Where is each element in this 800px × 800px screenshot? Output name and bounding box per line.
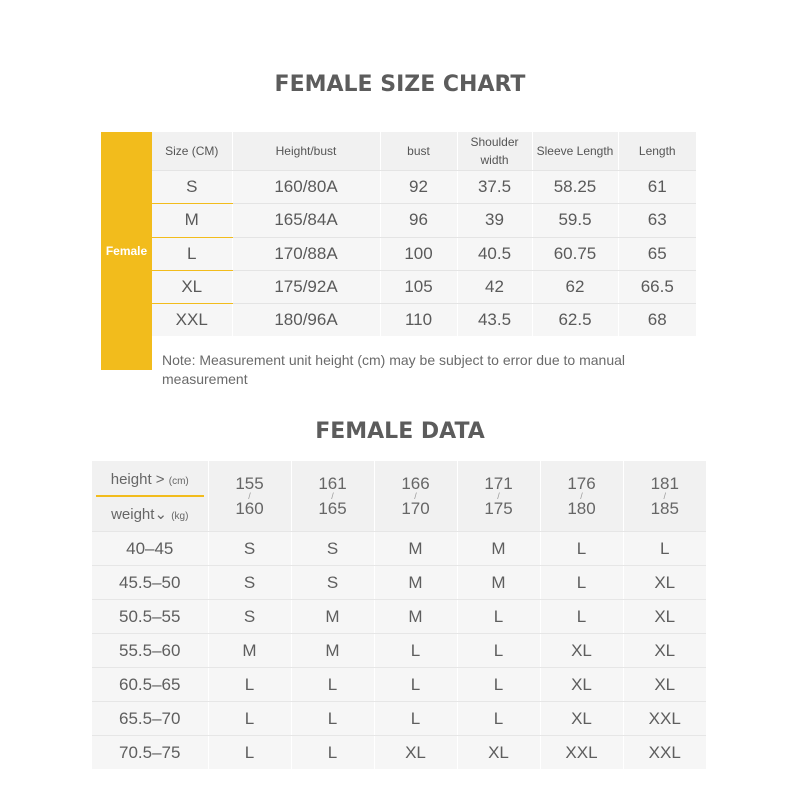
weight-row [92,532,706,566]
height-range-bottom: 180 [567,499,596,518]
height-range-header [208,461,291,532]
size-cell: L [152,237,232,270]
header-shoulder-width: Shoulder width [457,132,532,171]
header-bust: bust [380,132,457,171]
weight-range-cell: 40–45 [92,532,208,566]
size-cell: XL [623,634,706,668]
size-cell: S [291,532,374,566]
length-cell: 65 [618,237,696,270]
weight-row [92,600,706,634]
size-cell: XL [540,702,623,736]
size-cell: M [291,600,374,634]
height-range-top: 171 [484,474,513,493]
height-range-bottom: 175 [484,499,513,518]
size-cell: XXL [540,736,623,770]
header-divider-line [96,495,204,497]
height-range-separator: / [663,491,666,501]
size-chart-header-row [152,132,696,171]
height-range-separator: / [414,491,417,501]
length-cell: 63 [618,204,696,237]
height-range-top: 181 [650,474,679,493]
data-header-row [92,461,706,532]
header-size: Size (CM) [152,132,232,171]
weight-arrow-icon: ⌄ [154,506,168,523]
header-sleeve-length: Sleeve Length [532,132,618,171]
weight-unit: (kg) [171,511,189,522]
height-range-header [540,461,623,532]
size-cell: L [291,736,374,770]
size-cell: M [374,532,457,566]
weight-row [92,702,706,736]
height-range-header [457,461,540,532]
length-cell: 61 [618,171,696,204]
length-cell: 66.5 [618,270,696,303]
height-range-bottom: 165 [318,499,347,518]
size-cell: L [208,702,291,736]
height-range-top: 176 [567,474,596,493]
size-cell: L [457,668,540,702]
weight-row [92,634,706,668]
size-cell: S [208,600,291,634]
size-cell: XL [374,736,457,770]
size-cell: L [540,600,623,634]
size-cell: L [623,532,706,566]
shoulder-cell: 40.5 [457,237,532,270]
size-cell: L [457,600,540,634]
height-range-bottom: 160 [235,499,264,518]
size-cell: M [208,634,291,668]
bust-cell: 92 [380,171,457,204]
size-cell: M [457,532,540,566]
size-row-l [152,237,696,270]
size-cell: S [208,566,291,600]
length-cell: 68 [647,309,667,329]
measurement-note: Note: Measurement unit height (cm) may be subject to error due to manual measurement [162,352,625,387]
height-range-top: 166 [401,474,430,493]
height-range-separator: / [248,491,251,501]
header-height-bust: Height/bust [232,132,380,171]
size-cell: L [374,668,457,702]
sleeve-cell: 62.5 [532,303,618,336]
weight-range-cell: 50.5–55 [92,600,208,634]
size-cell: M [374,566,457,600]
bust-cell: 110 [380,303,457,336]
size-cell: XL [152,270,232,303]
size-cell: M [374,600,457,634]
size-cell: L [374,702,457,736]
size-cell: L [540,566,623,600]
shoulder-cell: 42 [457,270,532,303]
size-cell: L [208,736,291,770]
size-cell: XXL [648,742,681,762]
weight-range-cell: 45.5–50 [92,566,208,600]
weight-row [92,736,706,770]
weight-row [92,566,706,600]
height-label-text: height [110,471,152,488]
height-weight-corner [92,461,208,532]
size-cell: L [291,668,374,702]
header-length: Length [618,132,696,171]
size-cell: L [374,634,457,668]
size-cell: M [457,566,540,600]
size-cell: XL [623,668,706,702]
size-cell: XL [623,600,706,634]
size-chart-title: FEMALE SIZE CHART [274,72,526,97]
female-side-label [101,132,152,370]
female-data-table [92,461,706,769]
shoulder-cell: 39 [457,204,532,237]
weight-label [92,505,208,523]
weight-range-cell: 60.5–65 [92,668,208,702]
size-cell: L [291,702,374,736]
height-range-top: 161 [318,474,347,493]
height-arrow-icon: > [155,471,165,488]
size-cell: XXL [623,702,706,736]
height-label [92,471,208,488]
height-range-header [623,461,706,532]
size-cell: XL [457,736,540,770]
height-bust-cell: 160/80A [232,171,380,204]
weight-range-cell: 70.5–75 [92,736,208,770]
size-cell: XL [623,566,706,600]
height-range-header [374,461,457,532]
size-cell: S [208,532,291,566]
female-data-title: FEMALE DATA [315,419,485,444]
height-bust-cell: 180/96A [232,303,380,336]
size-row-xl [152,270,696,303]
size-cell: M [152,204,232,237]
height-range-separator: / [580,491,583,501]
size-cell: M [291,634,374,668]
size-cell: S [291,566,374,600]
size-row-xxl [152,303,696,336]
sleeve-cell: 58.25 [532,171,618,204]
size-cell: S [152,171,232,204]
size-cell: XL [540,668,623,702]
height-bust-cell: 170/88A [232,237,380,270]
height-range-bottom: 170 [401,499,430,518]
shoulder-cell: 43.5 [457,303,532,336]
size-cell: L [540,532,623,566]
size-row-s [152,171,696,204]
size-cell: L [457,702,540,736]
height-range-top: 155 [235,474,264,493]
size-row-m [152,204,696,237]
size-cell: L [208,668,291,702]
bust-cell: 96 [380,204,457,237]
weight-range-cell: 55.5–60 [92,634,208,668]
height-range-bottom: 185 [650,499,679,518]
sleeve-cell: 60.75 [532,237,618,270]
sleeve-cell: 62 [532,270,618,303]
weight-label-text: weight [111,506,155,523]
height-range-header [291,461,374,532]
size-cell: XXL [152,303,232,336]
shoulder-cell: 37.5 [457,171,532,204]
weight-range-cell: 65.5–70 [92,702,208,736]
height-bust-cell: 165/84A [232,204,380,237]
height-range-separator: / [497,491,500,501]
size-cell: XL [540,634,623,668]
bust-cell: 105 [380,270,457,303]
height-bust-cell: 175/92A [232,270,380,303]
bust-cell: 100 [380,237,457,270]
height-unit: (cm) [168,476,189,487]
height-range-separator: / [331,491,334,501]
weight-row [92,668,706,702]
female-side-label-text: Female [105,244,148,258]
sleeve-cell: 59.5 [532,204,618,237]
size-chart-table [152,132,696,336]
size-cell: L [457,634,540,668]
